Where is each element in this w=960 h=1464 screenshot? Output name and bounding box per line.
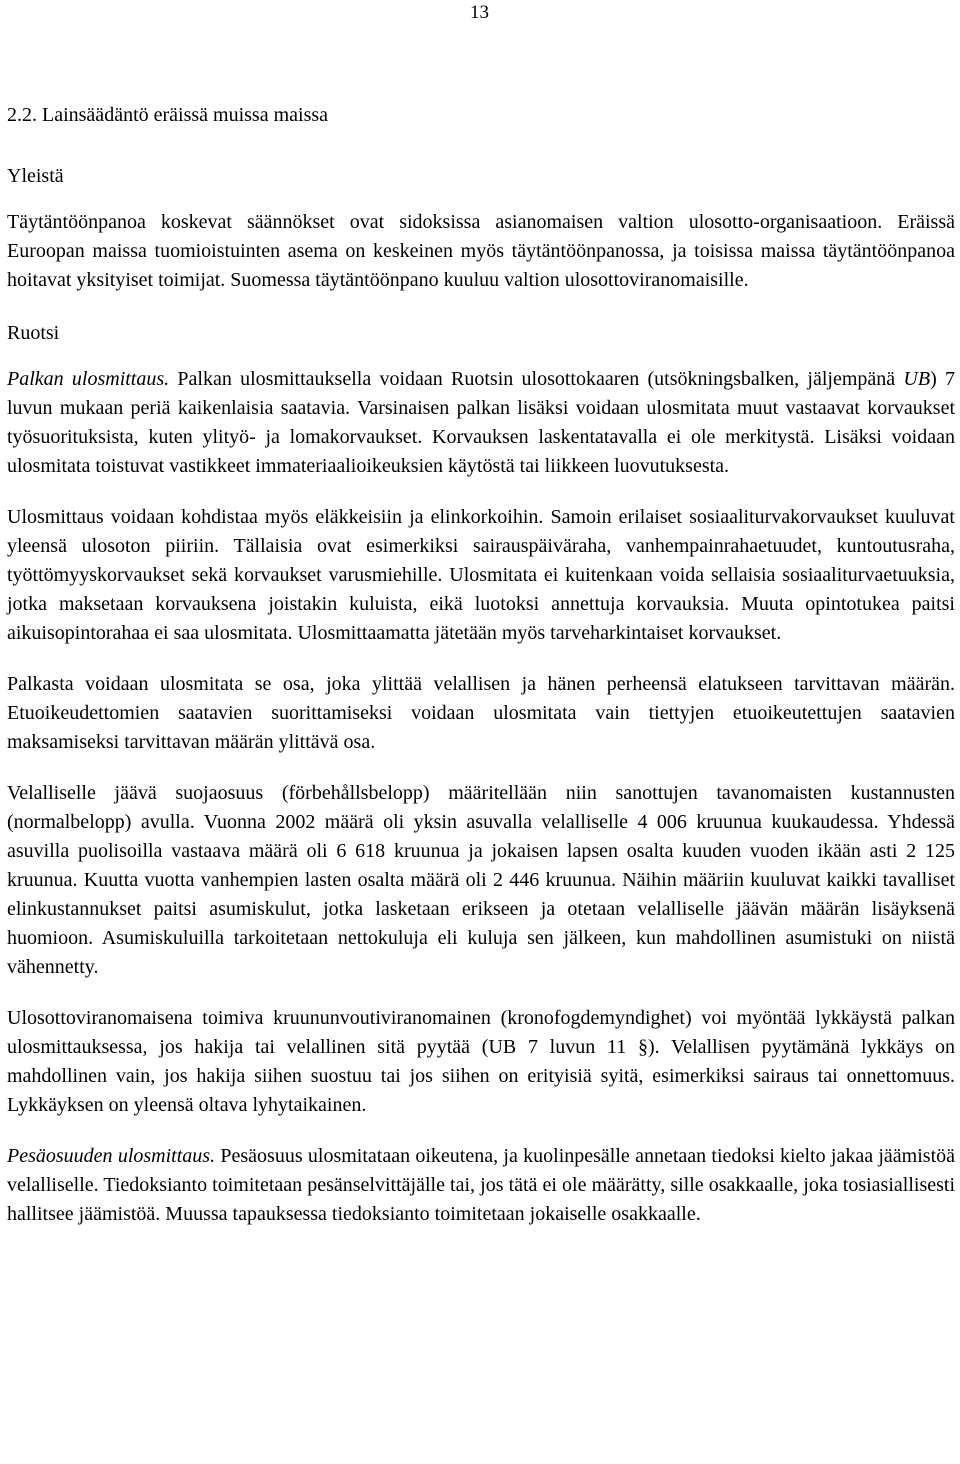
page-number: 13 [470,2,489,23]
abbreviation-ub: UB [903,368,931,390]
paragraph-estate-share [7,1142,955,1229]
paragraph-text: Pesäosuus ulosmitataan oikeutena, ja kuolinpesälle annetaan tiedoksi kielto jakaa jäämistöä velalliselle. Tiedoksianto toimitetaan pesänselvittäjälle tai, jos tätä ei ole määrätty, sille osakkaalle, joka tosiasiallisesti hallitsee jäämistöä. Muussa tapauksessa tiedoksianto toimitetaan jokaiselle osakkaalle. [7,1145,956,1225]
paragraph-deferral: Ulosottoviranomaisena toimiva kruununvoutiviranomainen (kronofogdemyndighet) voi myöntää lykkäystä palkan ulosmittauksessa, jos hakija tai velallinen sitä pyytää (UB 7 luvun 11 §). Velallisen pyytämänä lykkäys on mahdollinen vain, jos hakija siihen suostuu tai jos siihen on erityisiä syitä, esimerkiksi sairaus tai onnettomuus. Lykkäyksen on yleensä oltava lyhytaikainen. [7,1007,955,1116]
paragraph-general: Täytäntöönpanoa koskevat säännökset ovat sidoksissa asianomaisen valtion ulosotto-organisaatioon. Eräissä Euroopan maissa tuomioistuinten asema on keskeinen myös täytäntöönpanossa, ja toisissa maissa täytäntöönpanoa hoitavat yksityiset toimijat. Suomessa täytäntöönpano kuuluu valtion ulosottoviranomaisille. [7,211,955,291]
paragraph-lead-wage-garnishment: Palkan ulosmittaus. [7,368,170,390]
paragraph-protected-share: Velalliselle jäävä suojaosuus (förbehållsbelopp) määritellään niin sanottujen tavanomaisten kustannusten (normalbelopp) avulla. Vuonna 2002 määrä oli yksin asuvalla velalliselle 4 006 kruunua kuukaudessa. Yhdessä asuvilla puolisoilla vastaava määrä oli 6 618 kruunua ja jokaisen lapsen osalta kuuden vuoden ikään asti 2 125 kruunua. Kuutta vuotta vanhempien lasten osalta määrä oli 2 446 kruunua. Näihin määriin kuuluvat kaikki tavalliset elinkustannukset paitsi asumiskulut, jotka lasketaan erikseen ja otetaan velalliselle jäävän määrän lisäyksenä huomioon. Asumiskuluilla tarkoitetaan nettokuluja eli kuluja sen jälkeen, kun mahdollinen asumistuki on niistä vähennetty. [7,782,955,978]
section-heading: 2.2. Lainsäädäntö eräissä muissa maissa [7,104,329,126]
paragraph-text: Palkan ulosmittauksella voidaan Ruotsin ulosottokaaren (utsökningsbalken, jäljempänä [169,368,904,390]
paragraph-exempt-amount: Palkasta voidaan ulosmitata se osa, joka ylittää velallisen ja hänen perheensä elatukseen tarvittavan määrän. Etuoikeudettomien saatavien suorittamiseksi voidaan ulosmitata vain tiettyjen etuoikeutettujen saatavien maksamiseksi tarvittavan määrän ylittävä osa. [7,673,955,753]
subheading-sweden: Ruotsi [7,322,60,344]
subheading-general: Yleistä [7,165,64,187]
paragraph-wage-garnishment [7,365,955,481]
paragraph-pensions: Ulosmittaus voidaan kohdistaa myös eläkkeisiin ja elinkorkoihin. Samoin erilaiset sosiaaliturvakorvaukset kuuluvat yleensä ulosoton piiriin. Tällaisia ovat esimerkiksi sairauspäiväraha, vanhempainrahaetuudet, kuntoutusraha, työttömyyskorvaukset sekä korvaukset varusmiehille. Ulosmitata ei kuitenkaan voida sellaisia sosiaaliturvaetuuksia, jotka maksetaan korvauksena joistakin kuluista, eikä luotoksi annettuja korvauksia. Muuta opintotukea paitsi aikuisopintorahaa ei saa ulosmitata. Ulosmittaamatta jätetään myös tarveharkintaiset korvaukset. [7,506,955,644]
paragraph-text: ) 7 luvun mukaan periä kaikenlaisia saatavia. Varsinaisen palkan lisäksi voidaan ulosmitata muut vastaavat korvaukset työsuorituksista, kuten ylityö- ja lomakorvaukset. Korvauksen laskentatavalla ei ole merkitystä. Lisäksi voidaan ulosmitata toistuvat vastikkeet immateriaalioikeuksien käytöstä tai liikkeen luovutuksesta. [7,368,956,477]
document-body [7,98,955,1229]
paragraph-lead-estate-share: Pesäosuuden ulosmittaus. [7,1145,216,1167]
